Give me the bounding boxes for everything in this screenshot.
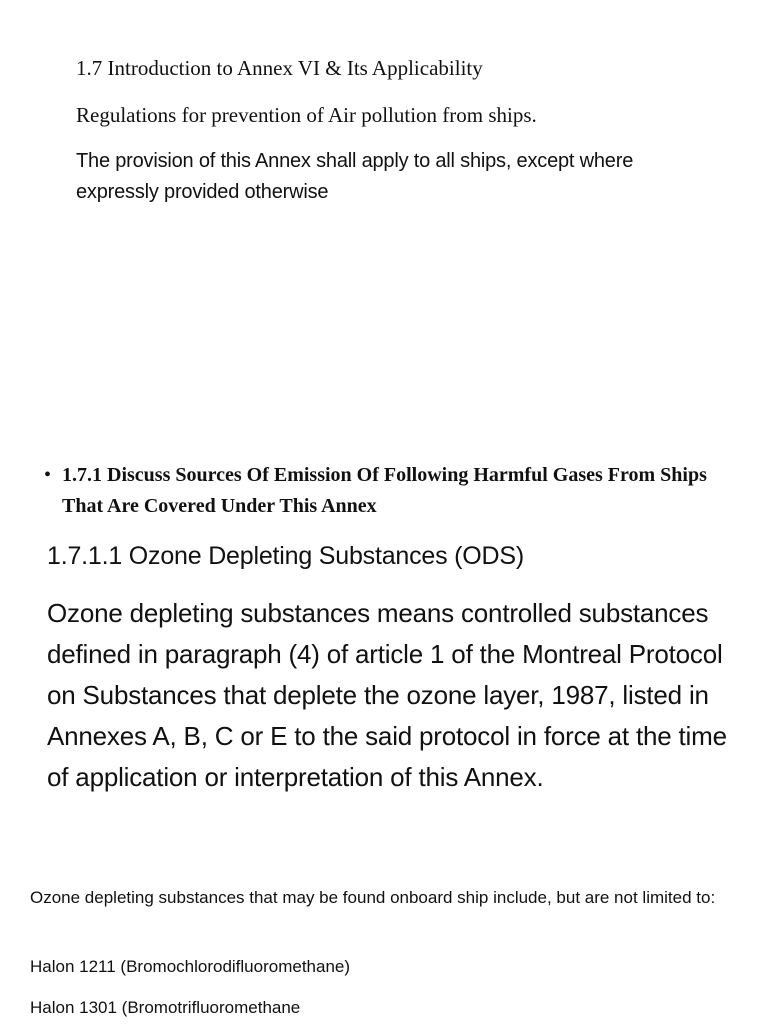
section-heading: 1.7 Introduction to Annex VI & Its Applicability: [76, 56, 483, 80]
ods-intro-paragraph: Ozone depleting substances that may be found onboard ship include, but are not limited to:: [30, 888, 716, 907]
ods-item: Halon 1301 (Bromotrifluoromethane: [30, 998, 301, 1017]
bullet-text: 1.7.1 Discuss Sources Of Emission Of Following Harmful Gases From Ships That Are Covered Under This Annex: [62, 464, 707, 517]
ods-definition-paragraph: Ozone depleting substances means controlled substances defined in paragraph (4) of article 1 of the Montreal Protocol on Substances that deplete the ozone layer, 1987, listed in Annexes A, B, C or E to the said protocol in force at the time of application or interpretation of this Annex.: [47, 598, 727, 792]
ods-item: Halon 1211 (Bromochlorodifluoromethane): [30, 957, 351, 976]
applicability-paragraph: The provision of this Annex shall apply to all ships, except where expressly provided otherwise: [76, 150, 634, 203]
section-subheading: Regulations for prevention of Air pollution from ships.: [76, 103, 537, 127]
bullet-item: [44, 460, 724, 522]
subsection-heading: 1.7.1.1 Ozone Depleting Substances (ODS): [47, 542, 524, 570]
bullet-icon: •: [44, 464, 52, 486]
